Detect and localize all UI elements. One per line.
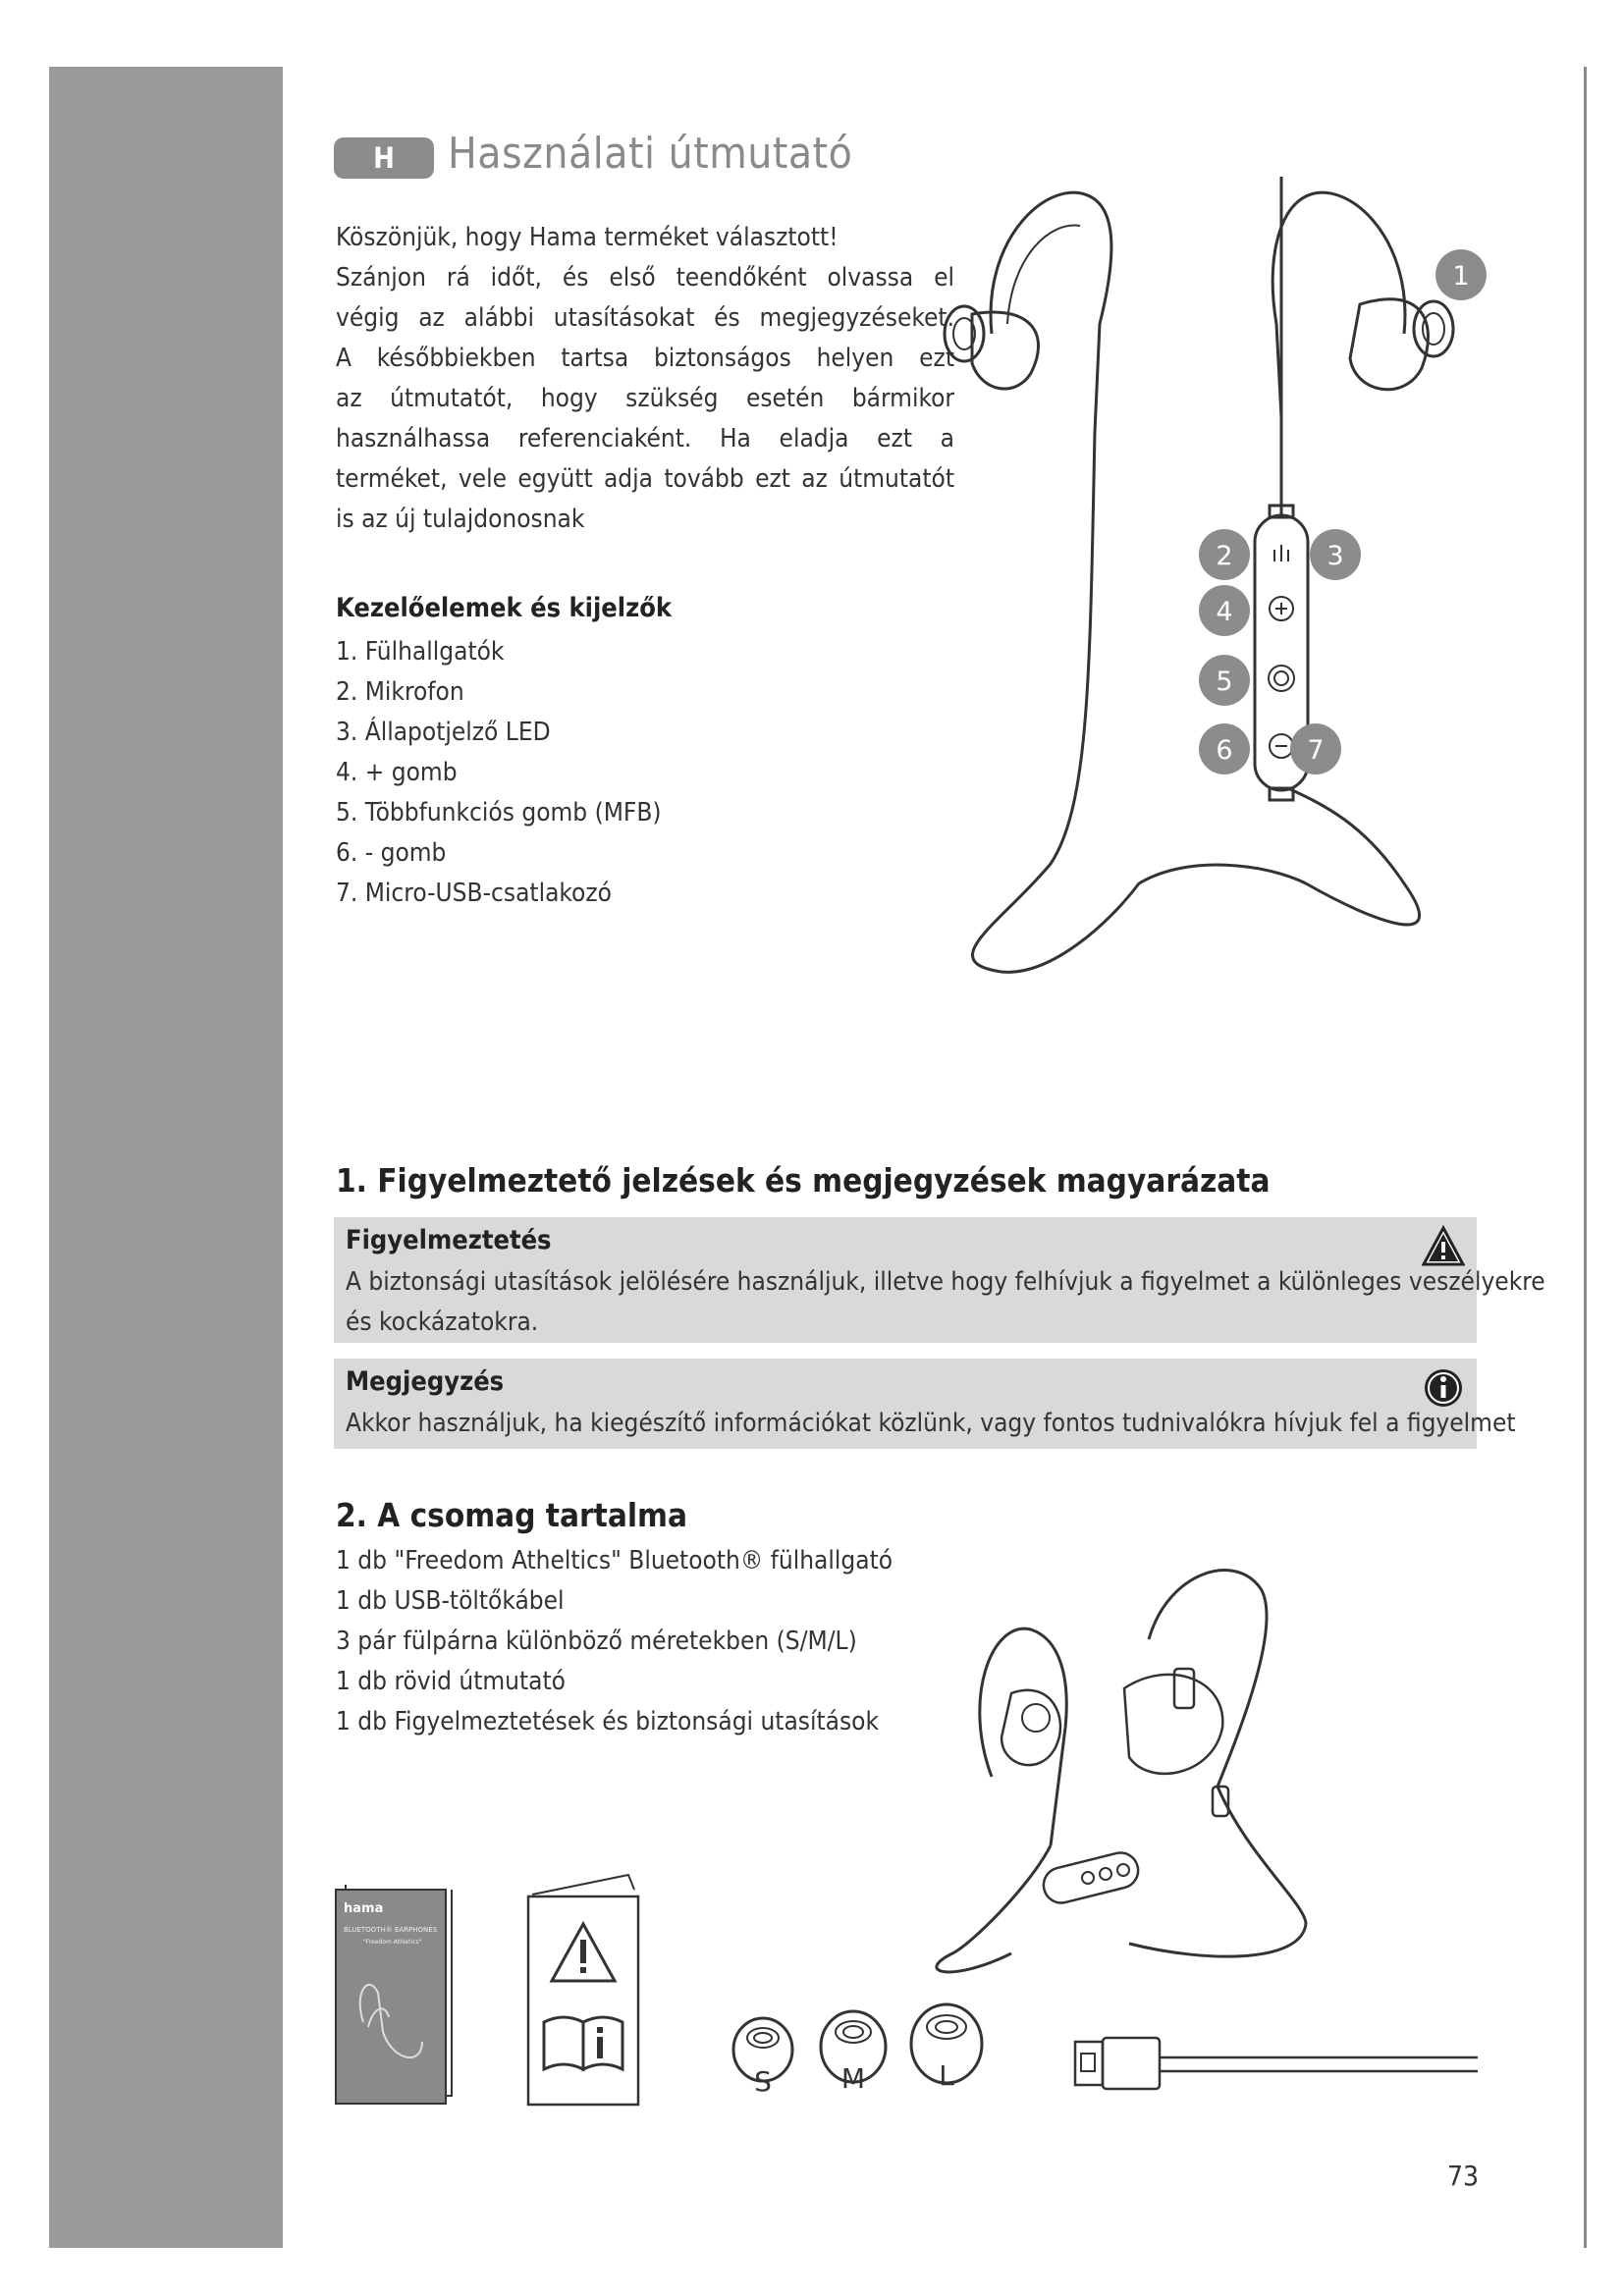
list-item: 5. Többfunkciós gomb (MFB): [336, 798, 662, 828]
eartip-size-label: S: [754, 2065, 772, 2098]
intro-line: Szánjon rá időt, és első teendőként olvassa el: [336, 263, 954, 293]
right-ear-hook: [1272, 192, 1405, 417]
callout-5: [1199, 655, 1250, 706]
intro-line: Köszönjük, hogy Hama terméket választott!: [336, 223, 839, 252]
package-contents-illustration: [324, 1531, 1502, 2120]
left-eartip: [945, 306, 984, 361]
safety-instructions-booklet: [528, 1875, 638, 2105]
page-title: Használati útmutató: [448, 129, 853, 179]
eartip-size-label: M: [840, 2062, 866, 2095]
callout-2: [1199, 529, 1250, 580]
section-1-heading: 1. Figyelmeztető jelzések és megjegyzések magyarázata: [336, 1161, 1271, 1200]
list-item: 1 db Figyelmeztetések és biztonsági utasítások: [336, 1707, 880, 1736]
eartip-large: [911, 2004, 982, 2092]
callout-label: 7: [1307, 735, 1325, 766]
list-item: 1 db "Freedom Atheltics" Bluetooth® fülhallgató: [336, 1546, 893, 1575]
callout-label: 4: [1216, 597, 1233, 627]
intro-line: használhassa referenciaként. Ha eladja ezt a: [336, 424, 954, 454]
note-box: [334, 1359, 1516, 1449]
right-eartip: [1414, 301, 1453, 356]
left-ear-hook-inner: [1007, 226, 1080, 324]
list-item: 1. Fülhallgatók: [336, 637, 505, 667]
list-item: 2. Mikrofon: [336, 677, 464, 707]
callout-7: [1290, 723, 1341, 774]
warning-box: [334, 1217, 1545, 1343]
note-body: Akkor használjuk, ha kiegészítő információkat közlünk, vagy fontos tudnivalókra hívjuk fel a figyelmet: [346, 1409, 1516, 1438]
callout-1: [1435, 249, 1487, 300]
callout-label: 6: [1216, 735, 1233, 766]
intro-line: végig az alábbi utasításokat és megjegyzéseket.: [336, 303, 954, 333]
usb-cable: [1075, 2038, 1478, 2089]
callout-label: 1: [1452, 261, 1470, 292]
callout-label: 5: [1216, 667, 1233, 697]
intro-line: az útmutatót, hogy szükség esetén bármikor: [336, 384, 954, 413]
list-item: 7. Micro-USB-csatlakozó: [336, 879, 612, 908]
list-item: 4. + gomb: [336, 758, 458, 787]
section-2-heading: 2. A csomag tartalma: [336, 1496, 688, 1534]
list-item: 1 db USB-töltőkábel: [336, 1586, 565, 1616]
controls-list: [336, 632, 662, 914]
callout-3: [1310, 529, 1361, 580]
callout-label: 3: [1326, 541, 1344, 571]
warning-title: Figyelmeztetés: [346, 1225, 552, 1255]
quick-guide-booklet: [336, 1885, 452, 2104]
list-item: 1 db rövid útmutató: [336, 1667, 566, 1696]
list-item: 3. Állapotjelző LED: [336, 718, 551, 747]
intro-line: A későbbiekben tartsa biztonságos helyen ezt: [336, 344, 954, 373]
intro-paragraph: [336, 218, 954, 540]
page-number: 73: [1447, 2160, 1480, 2192]
neck-cable: [972, 432, 1419, 972]
intro-line: terméket, vele együtt adja tovább ezt az útmutatót: [336, 464, 954, 494]
list-item: 6. - gomb: [336, 838, 447, 868]
booklet-subtitle: "Freedom Athletics": [363, 1939, 422, 1946]
right-eartip-inner: [1423, 313, 1444, 345]
page-right-rule: [1584, 67, 1587, 2248]
controls-heading: Kezelőelemek és kijelzők: [336, 593, 673, 623]
warning-body-line: és kockázatokra.: [346, 1308, 539, 1337]
page-side-bar: [49, 67, 283, 2248]
eartip-small: [733, 2018, 792, 2098]
callout-label: 2: [1216, 541, 1233, 571]
earphone-diagram: [943, 177, 1492, 982]
intro-line: is az új tulajdonosnak: [336, 505, 585, 534]
language-badge: H: [334, 137, 434, 179]
callout-6: [1199, 723, 1250, 774]
callout-4: [1199, 585, 1250, 636]
note-title: Megjegyzés: [346, 1366, 505, 1397]
warning-body-line: A biztonsági utasítások jelölésére használjuk, illetve hogy felhívjuk a figyelmet a különleges veszélyekre: [346, 1267, 1545, 1297]
earphones-product: [937, 1571, 1306, 1972]
eartip-size-label: L: [939, 2059, 954, 2092]
booklet-brand: hama: [344, 1901, 384, 1916]
eartip-medium: [821, 2011, 886, 2095]
booklet-title: BLUETOOTH® EARPHONES: [344, 1926, 438, 1934]
list-item: 3 pár fülpárna különböző méretekben (S/M/L): [336, 1627, 857, 1656]
